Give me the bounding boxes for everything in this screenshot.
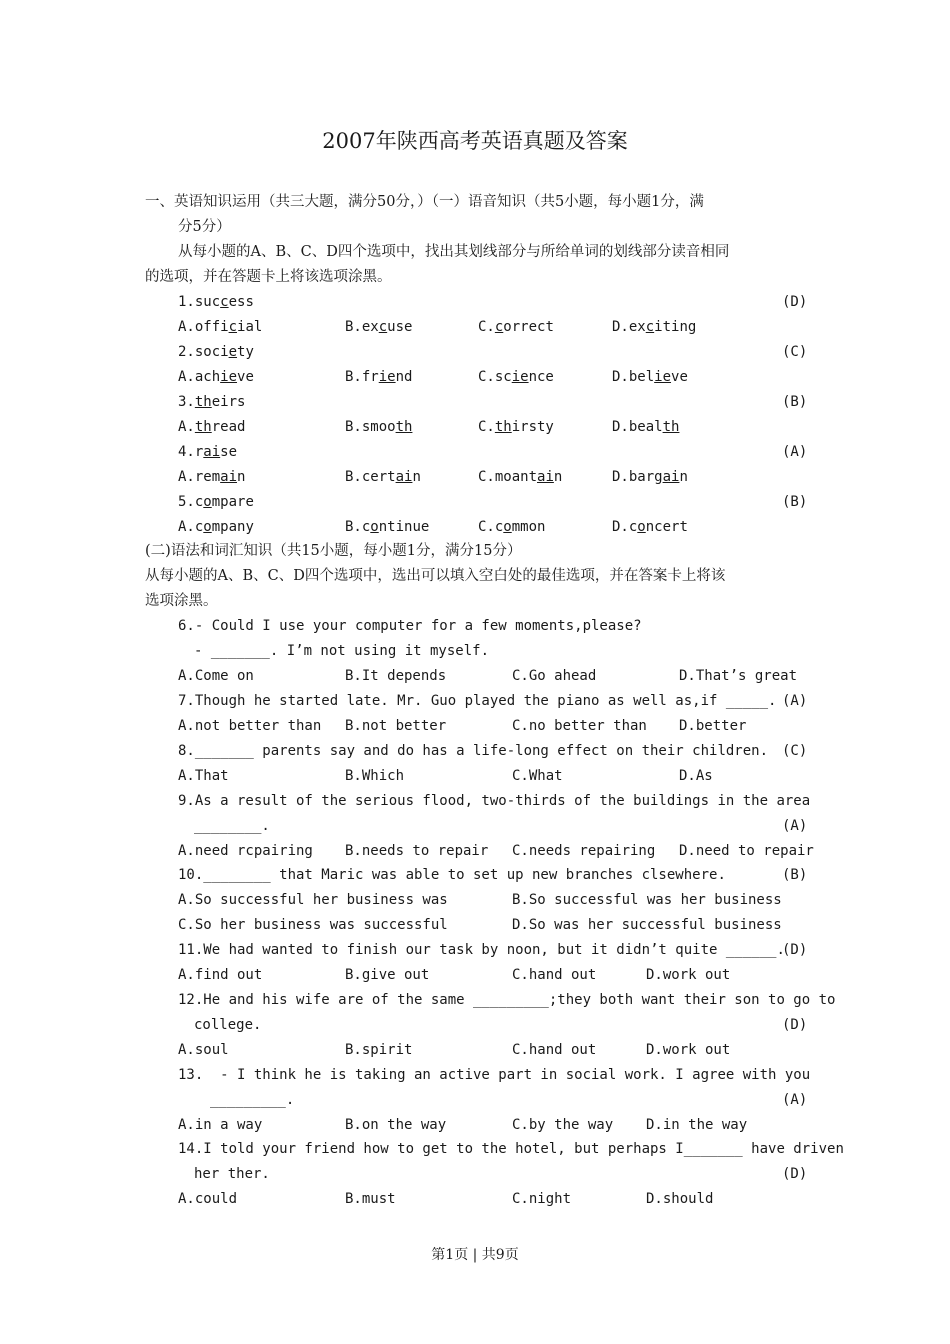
question-6: 6.- Could I use your computer for a few moments,please? bbox=[178, 618, 642, 634]
question-14: 14.I told your friend how to get to the hotel, but perhaps I_______ have driven bbox=[178, 1141, 844, 1157]
option-4a: A.remain bbox=[178, 469, 246, 485]
page-footer: 第1页 | 共9页 bbox=[431, 1247, 519, 1263]
answer-10: (B) bbox=[782, 867, 808, 883]
answer-13: (A) bbox=[782, 1092, 808, 1108]
section1-instruction: 从每小题的A、B、C、D四个选项中，找出其划线部分与所给单词的划线部分读音相同 bbox=[178, 244, 730, 260]
answer-7: (A) bbox=[782, 693, 808, 709]
option-3c: C.thirsty bbox=[478, 419, 554, 435]
question-1: 1.success bbox=[178, 294, 254, 310]
option-11c: C.hand out bbox=[512, 967, 597, 983]
question-13: 13. - I think he is taking an active part in social work. I agree with you bbox=[178, 1067, 811, 1083]
option-9a: A.need rcpairing bbox=[178, 843, 313, 859]
question-5: 5.compare bbox=[178, 494, 254, 510]
answer-1: (D) bbox=[782, 294, 808, 310]
option-10d: D.So was her successful business bbox=[512, 917, 782, 933]
option-12c: C.hand out bbox=[512, 1042, 597, 1058]
section2-heading: (二)语法和词汇知识（共15小题，每小题1分，满分15分） bbox=[145, 543, 522, 559]
option-3d: D.bealth bbox=[612, 419, 680, 435]
answer-3: (B) bbox=[782, 394, 808, 410]
option-3a: A.thread bbox=[178, 419, 246, 435]
option-4d: D.bargain bbox=[612, 469, 688, 485]
question-3: 3.theirs bbox=[178, 394, 246, 410]
option-7b: B.not better bbox=[345, 718, 447, 734]
question-4: 4.raise bbox=[178, 444, 238, 460]
option-11d: D.work out bbox=[646, 967, 731, 983]
question-8: 8._______ parents say and do has a life-long effect on their children. bbox=[178, 743, 769, 759]
option-4b: B.certain bbox=[345, 469, 421, 485]
question-12-cont: college. bbox=[194, 1017, 262, 1033]
section1-heading: 一、英语知识运用（共三大题，满分50分，）（一）语音知识（共5小题，每小题1分，满 bbox=[145, 194, 704, 210]
option-12b: B.spirit bbox=[345, 1042, 413, 1058]
option-7a: A.not better than bbox=[178, 718, 322, 734]
question-6-cont: - _______. I’m not using it myself. bbox=[194, 643, 490, 659]
option-10c: C.So her business was successful bbox=[178, 917, 448, 933]
option-10a: A.So successful her business was bbox=[178, 892, 448, 908]
question-13-cont: _________. bbox=[210, 1092, 295, 1108]
option-8d: D.As bbox=[679, 768, 713, 784]
page-title: 2007年陕西高考英语真题及答案 bbox=[322, 129, 628, 153]
answer-4: (A) bbox=[782, 444, 808, 460]
question-12: 12.He and his wife are of the same _________;they both want their son to go to bbox=[178, 992, 836, 1008]
option-11b: B.give out bbox=[345, 967, 430, 983]
answer-8: (C) bbox=[782, 743, 808, 759]
option-2c: C.science bbox=[478, 369, 554, 385]
option-9d: D.need to repair bbox=[679, 843, 814, 859]
answer-11: (D) bbox=[782, 942, 808, 958]
section1-instruction-cont: 的选项，并在答题卡上将该选项涂黑。 bbox=[145, 269, 392, 285]
option-9b: B.needs to repair bbox=[345, 843, 489, 859]
option-1c: C.correct bbox=[478, 319, 554, 335]
question-7: 7.Though he started late. Mr. Guo played the piano as well as,if _____. bbox=[178, 693, 777, 709]
question-10: 10.________ that Maric was able to set up new branches clsewhere. bbox=[178, 867, 726, 883]
question-9: 9.As a result of the serious flood, two-thirds of the buildings in the area bbox=[178, 793, 811, 809]
option-5d: D.concert bbox=[612, 519, 688, 535]
option-13d: D.in the way bbox=[646, 1117, 748, 1133]
option-13b: B.on the way bbox=[345, 1117, 447, 1133]
section1-heading-cont: 分5分） bbox=[178, 219, 231, 235]
option-12d: D.work out bbox=[646, 1042, 731, 1058]
option-1d: D.exciting bbox=[612, 319, 697, 335]
option-9c: C.needs repairing bbox=[512, 843, 656, 859]
answer-5: (B) bbox=[782, 494, 808, 510]
option-6a: A.Come on bbox=[178, 668, 254, 684]
option-2b: B.friend bbox=[345, 369, 413, 385]
option-14c: C.night bbox=[512, 1191, 572, 1207]
answer-2: (C) bbox=[782, 344, 808, 360]
option-12a: A.soul bbox=[178, 1042, 229, 1058]
option-10b: B.So successful was her business bbox=[512, 892, 782, 908]
question-2: 2.society bbox=[178, 344, 254, 360]
option-7d: D.better bbox=[679, 718, 747, 734]
question-9-cont: ________. bbox=[194, 818, 270, 834]
option-2d: D.believe bbox=[612, 369, 688, 385]
option-1b: B.excuse bbox=[345, 319, 413, 335]
option-5c: C.common bbox=[478, 519, 546, 535]
option-8b: B.Which bbox=[345, 768, 405, 784]
option-5a: A.company bbox=[178, 519, 254, 535]
option-13a: A.in a way bbox=[178, 1117, 263, 1133]
option-4c: C.moantain bbox=[478, 469, 563, 485]
option-8c: C.What bbox=[512, 768, 563, 784]
section2-instruction: 从每小题的A、B、C、D四个选项中，选出可以填入空白处的最佳选项，并在答案卡上将该 bbox=[145, 568, 726, 584]
question-11: 11.We had wanted to finish our task by noon, but it didn’t quite ______. bbox=[178, 942, 785, 958]
option-14b: B.must bbox=[345, 1191, 396, 1207]
option-6d: D.That’s great bbox=[679, 668, 798, 684]
option-6b: B.It depends bbox=[345, 668, 447, 684]
section2-instruction-cont: 选项涂黑。 bbox=[145, 593, 218, 609]
option-3b: B.smooth bbox=[345, 419, 413, 435]
option-14a: A.could bbox=[178, 1191, 238, 1207]
question-14-cont: her ther. bbox=[194, 1166, 270, 1182]
option-8a: A.That bbox=[178, 768, 229, 784]
answer-12: (D) bbox=[782, 1017, 808, 1033]
option-11a: A.find out bbox=[178, 967, 263, 983]
option-14d: D.should bbox=[646, 1191, 714, 1207]
option-1a: A.official bbox=[178, 319, 263, 335]
answer-14: (D) bbox=[782, 1166, 808, 1182]
answer-9: (A) bbox=[782, 818, 808, 834]
option-6c: C.Go ahead bbox=[512, 668, 597, 684]
option-5b: B.continue bbox=[345, 519, 430, 535]
option-2a: A.achieve bbox=[178, 369, 254, 385]
option-7c: C.no better than bbox=[512, 718, 647, 734]
option-13c: C.by the way bbox=[512, 1117, 614, 1133]
